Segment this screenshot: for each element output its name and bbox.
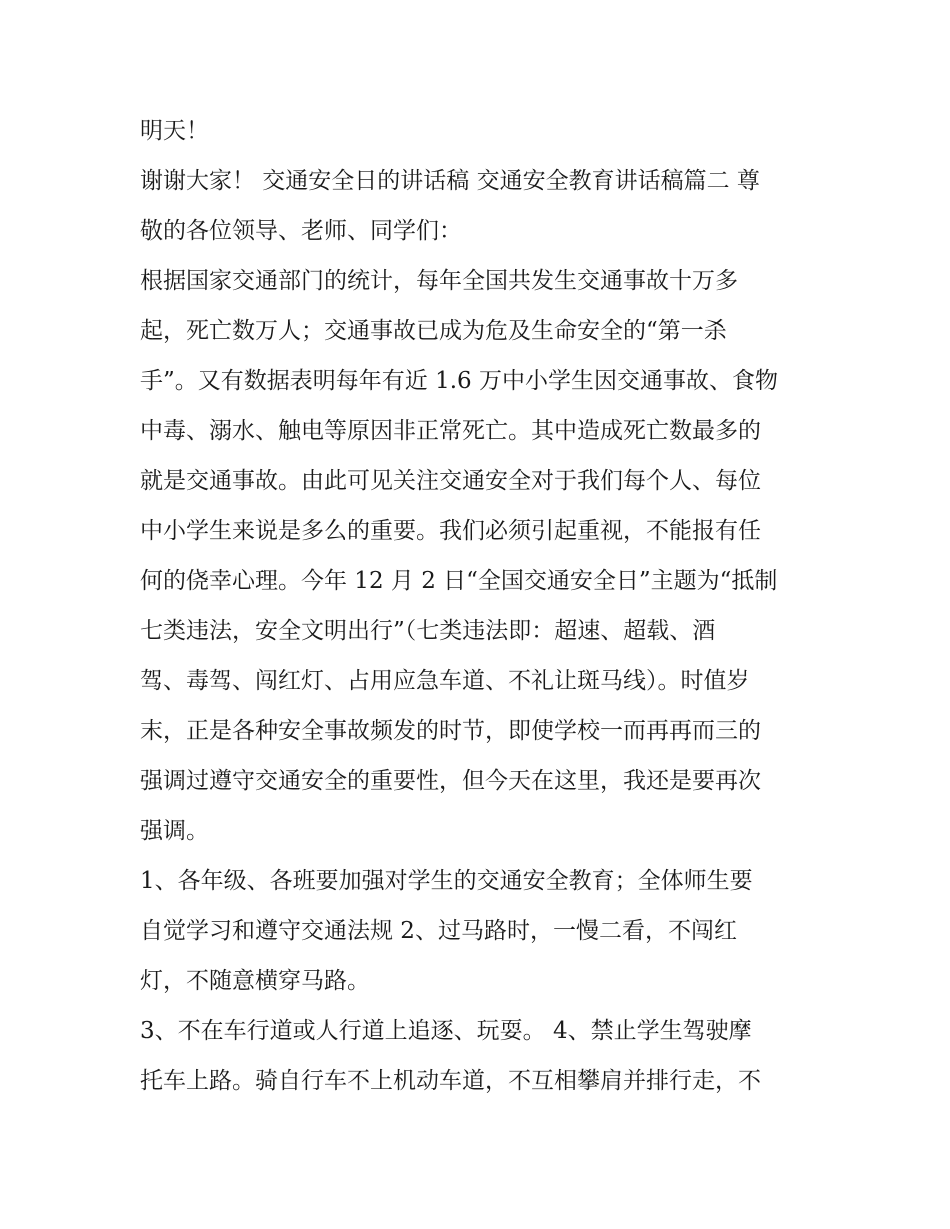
text-line: 强调。 (140, 818, 209, 844)
text-line: 谢谢大家！ 交通安全日的讲话稿 交通安全教育讲话稿篇二 尊 (140, 168, 760, 194)
text-line: 起，死亡数万人；交通事故已成为危及生命安全的“第一杀 (140, 318, 727, 344)
text-line: 根据国家交通部门的统计，每年全国共发生交通事故十万多 (140, 268, 738, 294)
text-line: 末，正是各种安全事故频发的时节，即使学校一而再再而三的 (140, 718, 761, 744)
text-line: 敬的各位领导、老师、同学们： (140, 218, 462, 244)
text-line: 何的侥幸心理。今年 12 月 2 日“全国交通安全日”主题为“抵制 (140, 568, 778, 594)
text-line: 明天！ (140, 118, 209, 144)
text-line: 强调过遵守交通安全的重要性，但今天在这里，我还是要再次 (140, 768, 761, 794)
text-line: 中毒、溺水、触电等原因非正常死亡。其中造成死亡数最多的 (140, 418, 761, 444)
text-line: 托车上路。骑自行车不上机动车道，不互相攀肩并排行走，不 (140, 1068, 761, 1094)
text-line: 就是交通事故。由此可见关注交通安全对于我们每个人、每位 (140, 468, 761, 494)
text-line: 1、各年级、各班要加强对学生的交通安全教育；全体师生要 (140, 868, 753, 894)
text-line: 手”。又有数据表明每年有近 1.6 万中小学生因交通事故、食物 (140, 368, 778, 394)
text-line: 3、不在车行道或人行道上追逐、玩耍。 4、禁止学生驾驶摩 (140, 1018, 752, 1044)
text-line: 中小学生来说是多么的重要。我们必须引起重视，不能报有任 (140, 518, 761, 544)
text-line: 自觉学习和遵守交通法规 2、过马路时，一慢二看，不闯红 (140, 918, 737, 944)
text-line: 七类违法，安全文明出行”（七类违法即：超速、超载、酒 (140, 618, 716, 644)
text-line: 驾、毒驾、闯红灯、占用应急车道、不礼让斑马线）。时值岁 (140, 668, 750, 694)
text-line: 灯，不随意横穿马路。 (140, 968, 370, 994)
